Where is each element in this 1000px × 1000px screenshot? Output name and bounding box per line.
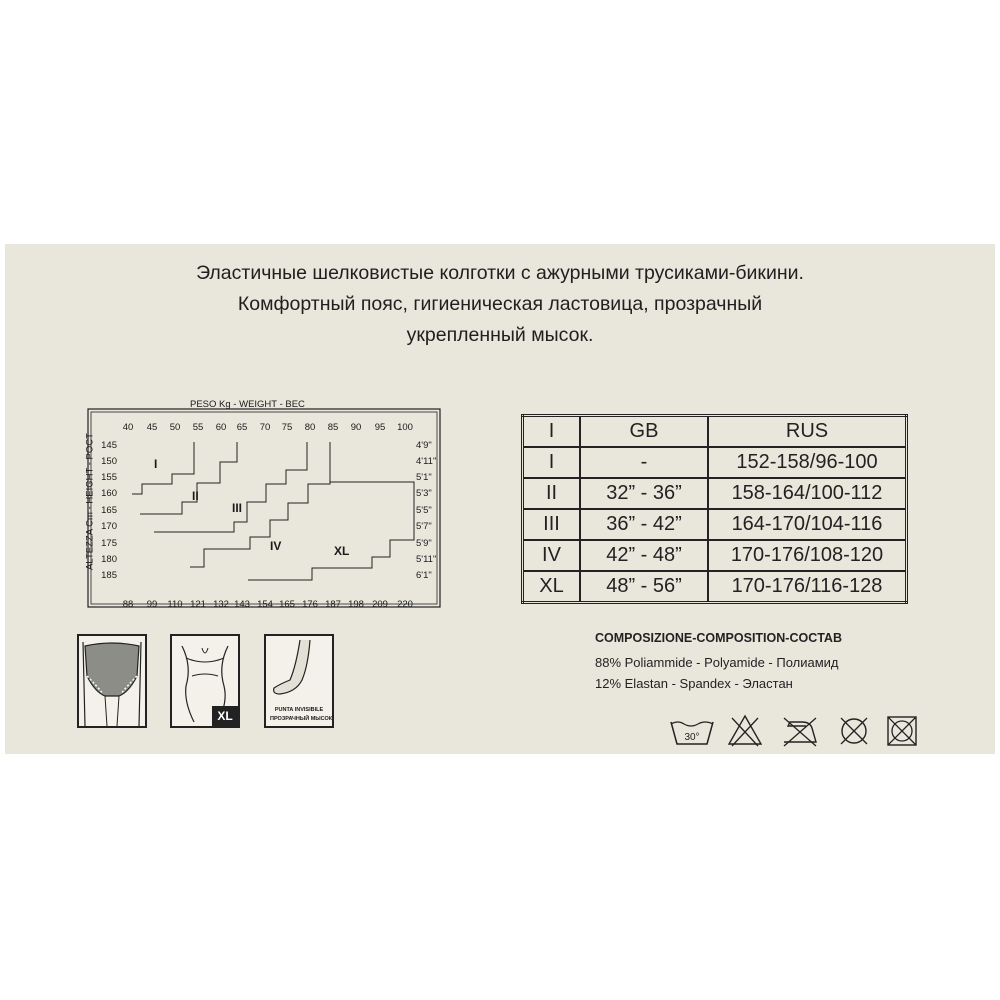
weight-kg-tick: 75 (281, 422, 293, 433)
table-cell: IV (523, 540, 581, 571)
fit-pictogram (170, 634, 240, 728)
weight-lb-tick: 176 (302, 599, 318, 610)
weight-lb-tick: 165 (279, 599, 295, 610)
table-cell: 152-158/96-100 (708, 447, 907, 478)
weight-kg-tick: 50 (169, 422, 181, 433)
weight-kg-tick: 100 (397, 422, 413, 433)
composition-line-2: 12% Elastan - Spandex - Эластан (595, 676, 793, 691)
weight-kg-tick: 60 (215, 422, 227, 433)
weight-lb-tick: 88 (122, 599, 134, 610)
weight-lb-tick: 143 (234, 599, 250, 610)
no-bleach-icon (727, 712, 763, 753)
height-cm-tick: 165 (101, 505, 117, 516)
weight-kg-tick: 55 (192, 422, 204, 433)
no-dry-clean-icon (836, 712, 872, 753)
zone-label-i: I (154, 457, 158, 471)
size-table (521, 414, 908, 604)
table-cell: 164-170/104-116 (708, 509, 907, 540)
weight-kg-tick: 90 (350, 422, 362, 433)
description-line-3: укрепленный мысок. (406, 324, 594, 346)
height-ft-tick: 6'1" (416, 570, 432, 581)
table-cell: 158-164/100-112 (708, 478, 907, 509)
toe-label-ru: ПРОЗРАЧНЫЙ МЫСОК (270, 716, 333, 722)
foot-icon (266, 636, 332, 706)
height-ft-tick: 5'3" (416, 488, 432, 499)
table-cell: II (523, 478, 581, 509)
description-line-1: Эластичные шелковистые колготки с ажурными трусиками-бикини. (196, 262, 804, 284)
height-cm-tick: 160 (101, 488, 117, 499)
no-iron-icon (780, 712, 820, 753)
weight-lb-tick: 198 (348, 599, 364, 610)
height-ft-tick: 5'7" (416, 521, 432, 532)
height-cm-tick: 155 (101, 472, 117, 483)
size-chart (72, 392, 442, 622)
weight-lb-tick: 220 (397, 599, 413, 610)
table-cell: 170-176/108-120 (708, 540, 907, 571)
weight-kg-tick: 70 (259, 422, 271, 433)
height-cm-tick: 185 (101, 570, 117, 581)
weight-lb-tick: 132 (213, 599, 229, 610)
table-cell: 36” - 42” (580, 509, 708, 540)
table-header-cell: I (523, 416, 581, 448)
height-ft-tick: 5'5" (416, 505, 432, 516)
table-cell: 48” - 56” (580, 571, 708, 603)
wash-temp-label: 30° (684, 732, 700, 743)
zone-label-iv: IV (270, 539, 282, 553)
height-ft-tick: 4'9" (416, 440, 432, 451)
table-row (523, 478, 907, 509)
weight-kg-tick: 40 (122, 422, 134, 433)
table-row (523, 509, 907, 540)
height-cm-tick: 150 (101, 456, 117, 467)
table-cell: I (523, 447, 581, 478)
weight-kg-tick: 85 (327, 422, 339, 433)
no-tumble-dry-icon (884, 712, 920, 753)
weight-kg-tick: 95 (374, 422, 386, 433)
weight-kg-tick: 65 (236, 422, 248, 433)
table-cell: III (523, 509, 581, 540)
height-axis-label: ALTEZZA Cm - HEIGHT - POCT (84, 433, 96, 570)
zone-label-ii: II (192, 489, 199, 503)
height-cm-tick: 170 (101, 521, 117, 532)
table-cell: 32” - 36” (580, 478, 708, 509)
zone-label-xl: XL (334, 544, 350, 558)
table-row (523, 447, 907, 478)
table-cell: 42” - 48” (580, 540, 708, 571)
weight-lb-tick: 154 (257, 599, 273, 610)
composition-title: COMPOSIZIONE-COMPOSITION-COCTAB (595, 631, 842, 645)
table-header-cell: RUS (708, 416, 907, 448)
weight-lb-tick: 187 (325, 599, 341, 610)
table-row (523, 540, 907, 571)
weight-lb-tick: 110 (167, 599, 183, 610)
toe-pictogram (264, 634, 334, 728)
bikini-panty-icon (79, 636, 145, 726)
weight-lb-tick: 99 (146, 599, 158, 610)
height-cm-tick: 145 (101, 440, 117, 451)
weight-kg-tick: 80 (304, 422, 316, 433)
xl-badge: XL (212, 706, 238, 726)
table-row (523, 571, 907, 603)
wash-30-icon (668, 712, 716, 753)
table-cell: XL (523, 571, 581, 603)
weight-axis-label: PESO Kg - WEIGHT - BEC (190, 399, 305, 410)
product-description (0, 258, 1000, 351)
weight-lb-tick: 121 (190, 599, 206, 610)
table-header-row (523, 416, 907, 448)
table-header-cell: GB (580, 416, 708, 448)
description-line-2: Комфортный пояс, гигиеническая ластовица, прозрачный (237, 293, 763, 315)
height-cm-tick: 180 (101, 554, 117, 565)
weight-kg-tick: 45 (146, 422, 158, 433)
composition-line-1: 88% Poliammide - Polyamide - Полиамид (595, 655, 839, 670)
zone-label-iii: III (232, 501, 243, 515)
height-ft-tick: 5'1" (416, 472, 432, 483)
weight-lb-tick: 209 (372, 599, 388, 610)
height-ft-tick: 5'9" (416, 538, 432, 549)
bikini-panty-pictogram (77, 634, 147, 728)
height-cm-tick: 175 (101, 538, 117, 549)
table-cell: 170-176/116-128 (708, 571, 907, 603)
height-ft-tick: 5'11" (416, 554, 437, 565)
table-cell: - (580, 447, 708, 478)
toe-label-it: PUNTA INVISIBILE (274, 707, 324, 713)
height-ft-tick: 4'11" (416, 456, 437, 467)
